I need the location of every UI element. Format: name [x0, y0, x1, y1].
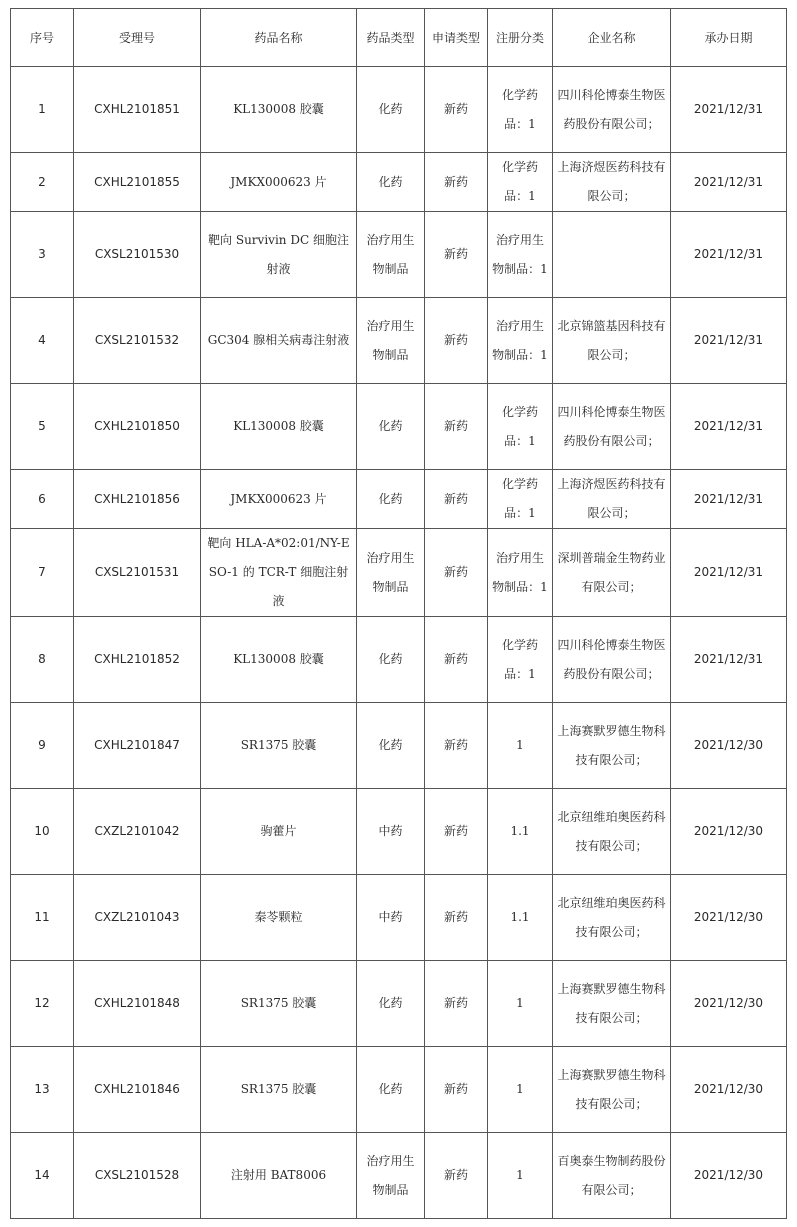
- row-date: 2021/12/31: [671, 617, 787, 703]
- row-accept-no: CXSL2101531: [74, 529, 201, 617]
- row-drug-type: 治疗用生物制品: [357, 529, 425, 617]
- row-seq: 10: [11, 789, 74, 875]
- row-app-type: 新药: [425, 153, 488, 212]
- row-drug-name: SR1375 胶囊: [201, 703, 357, 789]
- row-drug-name: KL130008 胶囊: [201, 384, 357, 470]
- row-accept-no: CXHL2101850: [74, 384, 201, 470]
- header-cell: 承办日期: [671, 9, 787, 67]
- row-app-type: 新药: [425, 1133, 488, 1219]
- row-company: 四川科伦博泰生物医药股份有限公司；: [553, 384, 671, 470]
- row-seq: 8: [11, 617, 74, 703]
- table-row: [11, 298, 787, 384]
- row-reg-class: 1: [488, 961, 553, 1047]
- row-seq: 13: [11, 1047, 74, 1133]
- row-company: 百奥泰生物制药股份有限公司；: [553, 1133, 671, 1219]
- row-drug-name: 驹藿片: [201, 789, 357, 875]
- row-app-type: 新药: [425, 961, 488, 1047]
- row-accept-no: CXHL2101848: [74, 961, 201, 1047]
- row-app-type: 新药: [425, 617, 488, 703]
- header-cell: 受理号: [74, 9, 201, 67]
- row-drug-type: 化药: [357, 703, 425, 789]
- row-accept-no: CXHL2101847: [74, 703, 201, 789]
- row-drug-type: 化药: [357, 67, 425, 153]
- row-accept-no: CXZL2101042: [74, 789, 201, 875]
- row-accept-no: CXSL2101530: [74, 212, 201, 298]
- row-drug-name: 秦苓颗粒: [201, 875, 357, 961]
- row-app-type: 新药: [425, 212, 488, 298]
- drug-registration-table: [10, 8, 787, 1219]
- row-seq: 9: [11, 703, 74, 789]
- row-drug-type: 治疗用生物制品: [357, 298, 425, 384]
- row-seq: 12: [11, 961, 74, 1047]
- row-seq: 14: [11, 1133, 74, 1219]
- row-company: [553, 212, 671, 298]
- row-drug-type: 化药: [357, 153, 425, 212]
- row-app-type: 新药: [425, 298, 488, 384]
- row-drug-name: 注射用 BAT8006: [201, 1133, 357, 1219]
- table-row: [11, 1133, 787, 1219]
- header-cell: 序号: [11, 9, 74, 67]
- row-company: 上海赛默罗德生物科技有限公司；: [553, 961, 671, 1047]
- row-drug-name: KL130008 胶囊: [201, 617, 357, 703]
- row-company: 北京纽维珀奥医药科技有限公司；: [553, 789, 671, 875]
- row-app-type: 新药: [425, 529, 488, 617]
- row-seq: 3: [11, 212, 74, 298]
- table-row: [11, 703, 787, 789]
- row-drug-type: 治疗用生物制品: [357, 212, 425, 298]
- header-row: [11, 9, 787, 67]
- row-date: 2021/12/31: [671, 67, 787, 153]
- table-row: [11, 470, 787, 529]
- table-row: [11, 1047, 787, 1133]
- row-drug-name: JMKX000623 片: [201, 470, 357, 529]
- row-company: 上海赛默罗德生物科技有限公司；: [553, 1047, 671, 1133]
- header-cell: 注册分类: [488, 9, 553, 67]
- row-app-type: 新药: [425, 789, 488, 875]
- row-app-type: 新药: [425, 1047, 488, 1133]
- row-reg-class: 化学药品：1: [488, 617, 553, 703]
- row-drug-name: 靶向 Survivin DC 细胞注射液: [201, 212, 357, 298]
- row-date: 2021/12/30: [671, 1133, 787, 1219]
- row-seq: 4: [11, 298, 74, 384]
- table-row: [11, 384, 787, 470]
- header-cell: 药品类型: [357, 9, 425, 67]
- row-app-type: 新药: [425, 703, 488, 789]
- row-app-type: 新药: [425, 384, 488, 470]
- row-company: 上海赛默罗德生物科技有限公司；: [553, 703, 671, 789]
- row-date: 2021/12/31: [671, 470, 787, 529]
- row-date: 2021/12/30: [671, 703, 787, 789]
- row-date: 2021/12/30: [671, 961, 787, 1047]
- row-reg-class: 化学药品：1: [488, 153, 553, 212]
- row-company: 深圳普瑞金生物药业有限公司；: [553, 529, 671, 617]
- row-reg-class: 1: [488, 1047, 553, 1133]
- row-drug-name: JMKX000623 片: [201, 153, 357, 212]
- row-drug-type: 化药: [357, 384, 425, 470]
- row-reg-class: 化学药品：1: [488, 470, 553, 529]
- row-drug-name: 靶向 HLA-A*02:01/NY-ESO-1 的 TCR-T 细胞注射液: [201, 529, 357, 617]
- header-cell: 企业名称: [553, 9, 671, 67]
- row-reg-class: 1.1: [488, 789, 553, 875]
- row-date: 2021/12/30: [671, 875, 787, 961]
- row-reg-class: 化学药品：1: [488, 67, 553, 153]
- row-drug-type: 中药: [357, 789, 425, 875]
- row-drug-name: KL130008 胶囊: [201, 67, 357, 153]
- row-seq: 6: [11, 470, 74, 529]
- row-drug-type: 化药: [357, 961, 425, 1047]
- row-seq: 7: [11, 529, 74, 617]
- row-seq: 2: [11, 153, 74, 212]
- row-drug-type: 中药: [357, 875, 425, 961]
- table-row: [11, 67, 787, 153]
- row-seq: 5: [11, 384, 74, 470]
- row-accept-no: CXHL2101856: [74, 470, 201, 529]
- row-date: 2021/12/30: [671, 789, 787, 875]
- row-drug-type: 化药: [357, 470, 425, 529]
- row-accept-no: CXHL2101855: [74, 153, 201, 212]
- row-company: 北京纽维珀奥医药科技有限公司；: [553, 875, 671, 961]
- row-drug-type: 化药: [357, 1047, 425, 1133]
- table-row: [11, 153, 787, 212]
- row-drug-name: GC304 腺相关病毒注射液: [201, 298, 357, 384]
- table-row: [11, 789, 787, 875]
- row-accept-no: CXSL2101528: [74, 1133, 201, 1219]
- row-company: 四川科伦博泰生物医药股份有限公司；: [553, 617, 671, 703]
- row-app-type: 新药: [425, 470, 488, 529]
- row-drug-name: SR1375 胶囊: [201, 1047, 357, 1133]
- row-company: 上海济煜医药科技有限公司；: [553, 470, 671, 529]
- row-reg-class: 1.1: [488, 875, 553, 961]
- row-reg-class: 化学药品：1: [488, 384, 553, 470]
- row-drug-type: 化药: [357, 617, 425, 703]
- header-cell: 申请类型: [425, 9, 488, 67]
- row-company: 上海济煜医药科技有限公司；: [553, 153, 671, 212]
- row-accept-no: CXZL2101043: [74, 875, 201, 961]
- row-date: 2021/12/31: [671, 529, 787, 617]
- row-drug-type: 治疗用生物制品: [357, 1133, 425, 1219]
- table-row: [11, 212, 787, 298]
- row-drug-name: SR1375 胶囊: [201, 961, 357, 1047]
- table-row: [11, 529, 787, 617]
- table-row: [11, 961, 787, 1047]
- row-app-type: 新药: [425, 67, 488, 153]
- row-date: 2021/12/30: [671, 1047, 787, 1133]
- row-reg-class: 1: [488, 1133, 553, 1219]
- row-seq: 11: [11, 875, 74, 961]
- row-accept-no: CXHL2101852: [74, 617, 201, 703]
- row-accept-no: CXHL2101851: [74, 67, 201, 153]
- row-reg-class: 1: [488, 703, 553, 789]
- row-date: 2021/12/31: [671, 384, 787, 470]
- row-date: 2021/12/31: [671, 298, 787, 384]
- row-reg-class: 治疗用生物制品：1: [488, 212, 553, 298]
- row-date: 2021/12/31: [671, 153, 787, 212]
- table-row: [11, 875, 787, 961]
- header-cell: 药品名称: [201, 9, 357, 67]
- table-row: [11, 617, 787, 703]
- row-accept-no: CXSL2101532: [74, 298, 201, 384]
- row-reg-class: 治疗用生物制品：1: [488, 529, 553, 617]
- row-app-type: 新药: [425, 875, 488, 961]
- row-reg-class: 治疗用生物制品：1: [488, 298, 553, 384]
- row-date: 2021/12/31: [671, 212, 787, 298]
- row-company: 北京锦篮基因科技有限公司；: [553, 298, 671, 384]
- row-company: 四川科伦博泰生物医药股份有限公司；: [553, 67, 671, 153]
- row-accept-no: CXHL2101846: [74, 1047, 201, 1133]
- row-seq: 1: [11, 67, 74, 153]
